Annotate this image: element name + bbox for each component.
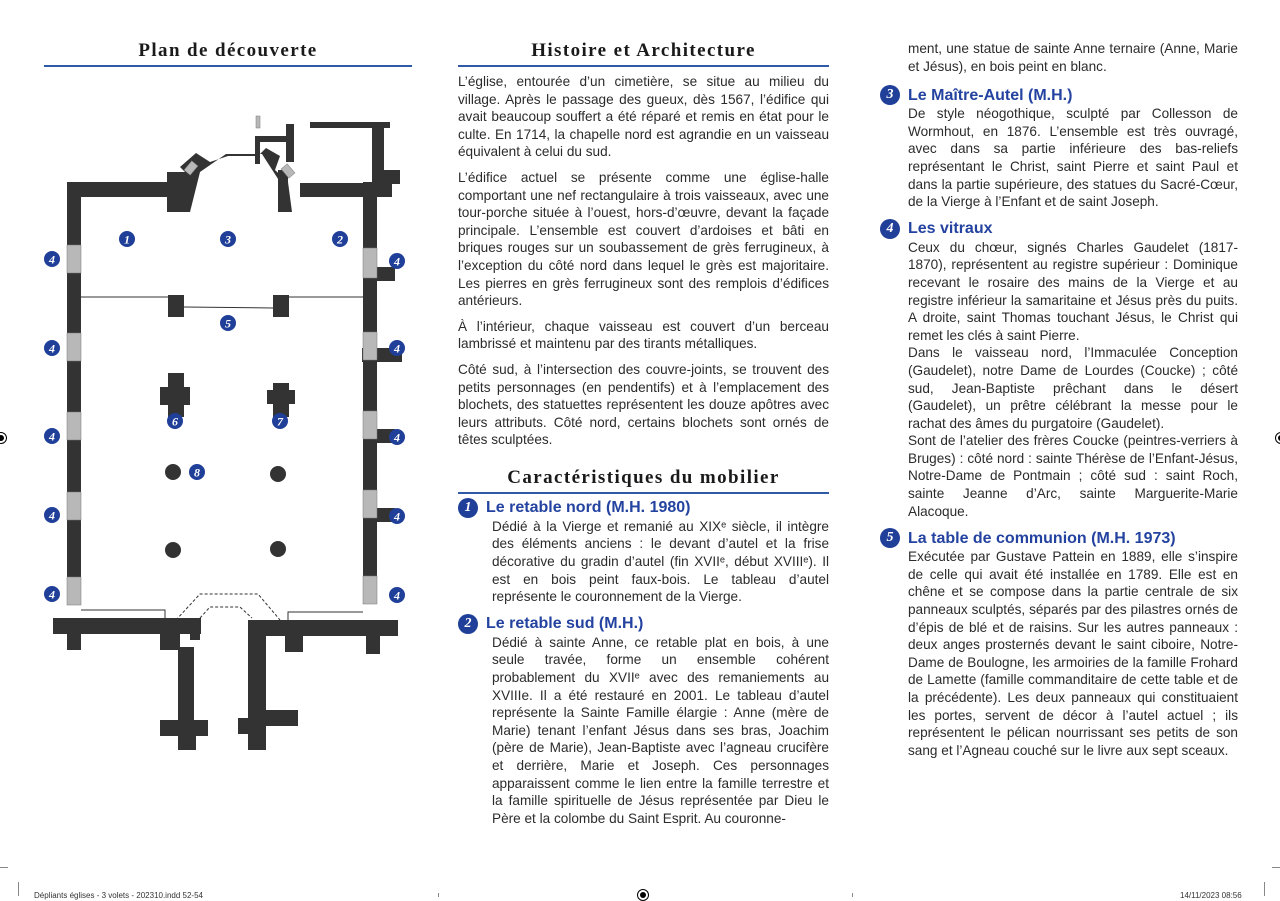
buttress (375, 267, 395, 281)
item-text: Exécutée par Gustave Pattein en 1889, elle s’inspire de celle qui avait été installée en 1789. Elle est en chêne et se compose dans la partie centrale de six panneaux sculptés, séparés par des pilastres ornés de d’épis de blé et de raisins. Sur les autres panneaux : deux anges prosternés devant le saint ciboire, Notre-Dame de Boulogne, les armoiries de la famille Frohard de Lamette (famille commanditaire de cette table et de la précédente). Les deux panneaux qui constituaient les portes, servent de décor à l’autel actuel ; ils représentent le pélican nourrissant ses petits de son sang et l’Agneau couché sur le livre aux sept sceaux. (908, 549, 1238, 758)
item-text: De style néogothique, sculpté par Collesson de Wormhout, en 1876. L’ensemble est très ouvragé, avec dans sa partie inférieure des bas-reliefs représentant le Christ, saint Pierre et saint Paul et dans la partie supérieure, des statues du Sacré-Cœur, de la Vierge à l’Enfant et de saint Joseph. (908, 106, 1238, 210)
label-badge-4 (44, 251, 60, 267)
wall (67, 182, 171, 197)
label-badge-5 (220, 315, 236, 331)
wall (248, 630, 266, 720)
svg-text:4: 4 (49, 587, 55, 602)
label-badge-4 (44, 586, 60, 602)
wall (160, 630, 180, 650)
pillar (267, 390, 295, 404)
label-badge-2 (332, 231, 348, 247)
wall (258, 136, 288, 142)
print-slug (0, 887, 1280, 901)
wall (372, 122, 384, 184)
church-floor-plan (30, 110, 430, 790)
wall (255, 136, 260, 164)
label-badge-7 (272, 413, 288, 429)
label-badge-4 (44, 428, 60, 444)
svg-text:2: 2 (337, 232, 343, 247)
column (165, 542, 181, 558)
svg-text:8: 8 (194, 465, 200, 480)
number-badge: 5 (880, 528, 900, 548)
window (363, 576, 377, 604)
mobilier-item-1 (458, 498, 829, 606)
label-badge-4 (389, 253, 405, 269)
label-badge-6 (167, 413, 183, 429)
wall (286, 124, 294, 162)
window (363, 490, 377, 518)
mobilier-continued-column (880, 40, 1238, 759)
svg-text:4: 4 (394, 588, 400, 603)
wall (178, 647, 194, 727)
histoire-paragraph: L’église, entourée d’un cimetière, se situe au milieu du village. Après le passage des gueux, dès 1567, l’édifice qui avait beaucoup souffert a été réparé et remis en état pour le culte. En 1714, la chapelle nord est agrandie en un vaisseau équivalent à celui du sud. (458, 74, 829, 160)
crop-mark (1264, 882, 1265, 896)
wall (178, 720, 196, 750)
window (363, 411, 377, 439)
svg-text:5: 5 (225, 316, 231, 331)
label-badge-4 (44, 340, 60, 356)
plan-column (44, 40, 412, 67)
label-badge-4 (44, 507, 60, 523)
slug-datetime: 14/11/2023 08:56 (1180, 891, 1242, 900)
svg-text:4: 4 (394, 509, 400, 524)
wall (67, 182, 81, 600)
number-badge: 2 (458, 614, 478, 634)
item-title: Le Maître-Autel (M.H.) (908, 86, 1073, 104)
crop-mark (18, 882, 19, 896)
tribune-line (81, 610, 165, 618)
svg-text:4: 4 (49, 429, 55, 444)
crop-mark (438, 893, 439, 897)
wall (180, 148, 292, 212)
svg-text:4: 4 (49, 508, 55, 523)
column (270, 466, 286, 482)
wall (300, 183, 392, 197)
svg-text:4: 4 (49, 341, 55, 356)
item-text-continuation: ment, une statue de sainte Anne ternaire (Anne, Marie et Jésus), en bois peint en blanc. (908, 41, 1238, 74)
histoire-title: Histoire et Architecture (458, 40, 829, 67)
window (363, 332, 377, 360)
svg-text:4: 4 (394, 430, 400, 445)
svg-text:4: 4 (49, 252, 55, 267)
crop-mark (0, 867, 8, 868)
svg-text:6: 6 (172, 414, 178, 429)
item-text: Dédié à la Vierge et remanié au XIXᵉ siècle, il intègre des éléments anciens : le devant d’autel et la frise décorative du gradin d’autel (fin XVIIᵉ, début XVIIIᵉ). Il est en bois peint faux-bois. Le tableau d’autel représente le couronnement de la Vierge. (492, 518, 829, 605)
svg-text:7: 7 (277, 414, 283, 429)
plan-labels (44, 231, 405, 603)
registration-mark-icon (1275, 432, 1280, 444)
wall (384, 170, 400, 184)
histoire-paragraph: L’édifice actuel se présente comme une église-halle comportant une nef rectangulaire à trois vaisseaux, avec une tour-porche située à l’ouest, hors-d’œuvre, devant la façade principale. L’ensemble est couvert d’ardoises et bâti en briques rouges sur un soubassement de grès ferrugineux, à l’exception du côté nord dans lequel le grès est majoritaire. Les pierres en grès ferrugineux sont des remplois d’édifices antérieurs. (458, 169, 829, 309)
label-badge-1 (119, 231, 135, 247)
porch-outline (200, 607, 252, 618)
item-text: Sont de l’atelier des frères Coucke (peintres-verriers à Bruges) : côté nord : sainte Thérèse de l’Enfant-Jésus, Notre-Dame de Pontmain ; côté sud : saint Roch, sainte Jeanne d’Arc, sainte Marguerite-Marie Alacoque. (908, 433, 1238, 519)
mobilier-item-3 (880, 85, 1238, 211)
item-text: Dédié à sainte Anne, ce retable plat en bois, à une seule travée, forme un ensemble cohérent probablement du XVIIᵉ avec des remaniements au XVIIIe. Il a été restauré en 2001. Le tableau d’autel représente la Sainte Famille élargie : Anne (mère de Marie) tenant l’enfant Jésus dans ses bras, Joachim (père de Marie), Jean-Baptiste avec l’agneau crucifère et derrière, Marie et Joseph. Ces personnages apparaissent comme le lien entre la famille terrestre et la famille spirituelle de Jésus représentée par Dieu le Père et la colombe du Saint Esprit. Au couronne- (492, 634, 829, 826)
window (67, 245, 81, 273)
wall (67, 618, 81, 650)
mobilier-item-4 (880, 219, 1238, 521)
wall (278, 170, 288, 212)
pillar (160, 387, 190, 405)
wall (248, 718, 266, 750)
column (165, 464, 181, 480)
slug-filename: Dépliants églises - 3 volets - 202310.indd 52-54 (34, 891, 203, 900)
pier (273, 295, 289, 317)
tribune-line (288, 612, 363, 620)
number-badge: 1 (458, 498, 478, 518)
histoire-paragraph: Côté sud, à l’intersection des couvre-joints, se trouvent des petits personnages (en pendentifs) et à l’emplacement des blochets, des statuettes représentent les douze apôtres avec leurs attributs. Côté nord, certains blochets sont ornés de têtes sculptées. (458, 361, 829, 448)
histoire-column (458, 40, 829, 827)
label-badge-4 (389, 340, 405, 356)
item-text: Ceux du chœur, signés Charles Gaudelet (1817-1870), représentent au registre supérieur : Dominique recevant le rosaire des mains de la Vierge et au registre inférieur la samaritaine et Jésus près du puits. A droite, saint Thomas touchant Jésus, le Christ qui remet les clés à saint Pierre. (908, 239, 1238, 343)
crop-mark (1272, 867, 1280, 868)
svg-text:3: 3 (225, 232, 231, 247)
label-badge-4 (389, 508, 405, 524)
item-title: Le retable nord (M.H. 1980) (486, 499, 691, 517)
label-badge-4 (389, 429, 405, 445)
item-title: Les vitraux (908, 220, 993, 238)
mobilier-item-2 (458, 614, 829, 828)
label-badge-4 (389, 587, 405, 603)
window (67, 333, 81, 361)
label-badge-8 (189, 464, 205, 480)
crop-mark (852, 893, 853, 897)
plan-title: Plan de découverte (44, 40, 412, 67)
item-text: Dans le vaisseau nord, l’Immaculée Conception (Gaudelet), notre Dame de Lourdes (Coucke) ; côté sud, Jean-Baptiste prêchant dans le désert (Gaudelet), un prêtre célébrant la messe pour le rachat des âmes du purgatoire (Gaudelet). (908, 345, 1238, 431)
svg-text:4: 4 (394, 341, 400, 356)
column (270, 541, 286, 557)
window (67, 577, 81, 605)
pier (168, 295, 184, 317)
registration-mark-icon (0, 432, 7, 444)
item-title: La table de communion (M.H. 1973) (908, 529, 1176, 547)
wall (190, 630, 200, 640)
window (256, 116, 260, 128)
svg-text:4: 4 (394, 254, 400, 269)
number-badge: 3 (880, 85, 900, 105)
mobilier-title: Caractéristiques du mobilier (458, 467, 829, 494)
wall (363, 182, 377, 600)
window (363, 248, 377, 278)
window (67, 492, 81, 520)
window (67, 412, 81, 440)
wall (285, 620, 303, 652)
item-title: Le retable sud (M.H.) (486, 615, 644, 633)
wall (366, 620, 380, 654)
number-badge: 4 (880, 219, 900, 239)
mobilier-item-5 (880, 528, 1238, 759)
label-badge-3 (220, 231, 236, 247)
communion-rail (184, 307, 273, 308)
svg-text:1: 1 (124, 232, 130, 247)
histoire-paragraph: À l’intérieur, chaque vaisseau est couvert d’un berceau lambrissé et maintenu par des tirants métalliques. (458, 318, 829, 352)
